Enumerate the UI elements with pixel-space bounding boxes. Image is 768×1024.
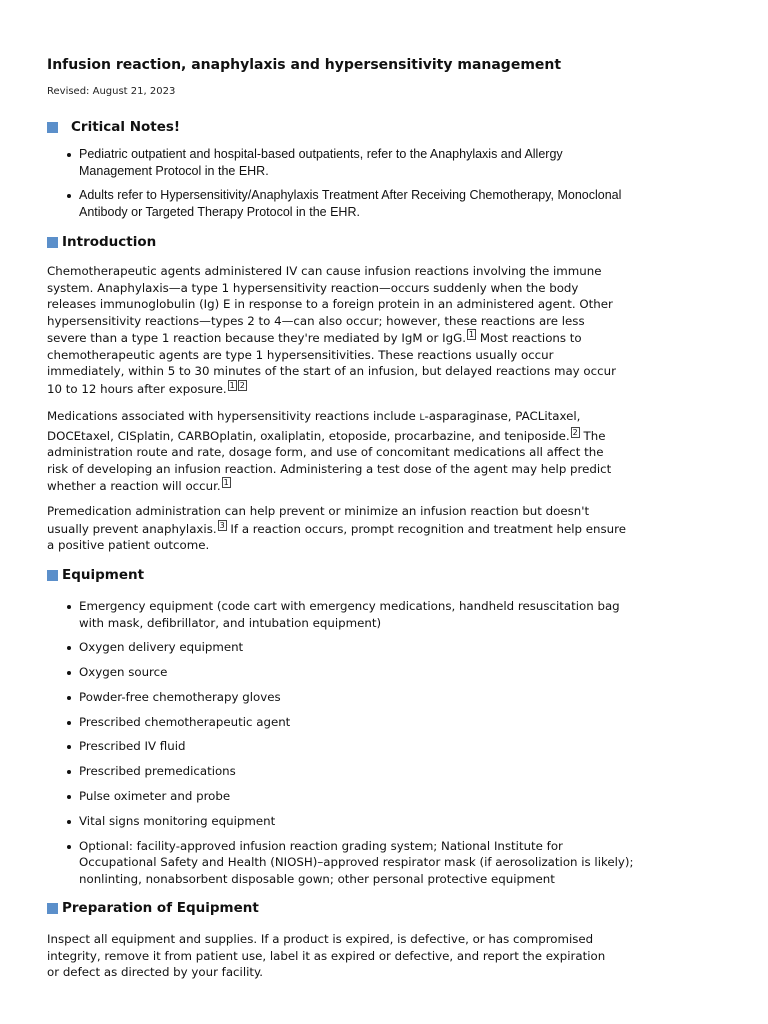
reference-link[interactable]: 1: [468, 330, 475, 340]
paragraph-text: The administration route and rate, dosage form, and use of concomitant medications all affect the risk of developing an infusion reaction. Administering a test dose of the agent may help predict whether a reaction will occur.: [47, 428, 612, 494]
introduction-heading: Introduction: [62, 234, 157, 250]
list-item: Oxygen source: [79, 664, 639, 681]
list-item: Prescribed IV fluid: [79, 738, 639, 755]
list-item: Emergency equipment (code cart with emergency medications, handheld resuscitation bag with mask, defibrillator, and intubation equipment): [79, 598, 639, 631]
page-title: Infusion reaction, anaphylaxis and hypersensitivity management: [47, 57, 562, 73]
reference-link[interactable]: 2: [239, 381, 245, 391]
intro-paragraph-1: [47, 263, 627, 398]
revised-date: Revised: August 21, 2023: [47, 86, 176, 97]
critical-notes-header: [47, 119, 180, 135]
list-item: Pediatric outpatient and hospital-based outpatients, refer to the Anaphylaxis and Allergy Management Protocol in the EHR.: [79, 146, 624, 179]
preparation-header: [47, 900, 259, 916]
reference-link[interactable]: 3: [219, 520, 225, 530]
introduction-header: [47, 234, 156, 250]
paragraph-text: Most reactions to chemotherapeutic agents are type 1 hypersensitivities. These reactions usually occur immediately, within 5 to 30 minutes of the start of an infusion, but delayed reactions may occur 10 to 12 hours after exposure.: [47, 331, 616, 396]
small-caps-letter: L: [419, 413, 425, 423]
section-marker-icon: [47, 903, 58, 914]
paragraph-text: Chemotherapeutic agents administered IV can cause infusion reactions involving the immune system. Anaphylaxis—a type 1 hypersensitivity reaction—occurs suddenly when the body releases immunoglobulin (Ig) E in response to a foreign protein in an administered agent. Other hypersensitivity reactions—types 2 to 4—can also occur; however, these reactions are less severe than a type 1 reaction because they're mediated by IgM or IgG.: [47, 264, 613, 346]
paragraph-text: If a reaction occurs, prompt recognition and treatment help ensure a positive patient outcome.: [47, 521, 626, 553]
equipment-heading: Equipment: [62, 567, 145, 583]
list-item: Oxygen delivery equipment: [79, 639, 639, 656]
paragraph-text: -asparaginase, PACLitaxel, DOCEtaxel, CISplatin, CARBOplatin, oxaliplatin, etoposide, procarbazine, and teniposide.: [47, 409, 581, 443]
reference-link[interactable]: 2: [572, 427, 578, 437]
section-marker-icon: [47, 570, 58, 581]
preparation-paragraph: Inspect all equipment and supplies. If a product is expired, is defective, or has compromised integrity, remove it from patient use, label it as expired or defective, and report the expiration or defect as directed by your facility.: [47, 932, 606, 980]
list-item: Prescribed premedications: [79, 763, 639, 780]
critical-notes-heading: Critical Notes!: [71, 119, 181, 135]
section-marker-icon: [47, 122, 58, 133]
list-item: Pulse oximeter and probe: [79, 788, 639, 805]
intro-paragraph-2: [47, 408, 627, 495]
list-item: Adults refer to Hypersensitivity/Anaphylaxis Treatment After Receiving Chemotherapy, Monoclonal Antibody or Targeted Therapy Protocol in the EHR.: [79, 187, 624, 220]
reference-link[interactable]: 1: [229, 381, 235, 391]
intro-paragraph-3: [47, 503, 627, 554]
list-item: Powder-free chemotherapy gloves: [79, 689, 639, 706]
critical-notes-list: [47, 146, 624, 228]
equipment-header: [47, 567, 144, 583]
reference-link[interactable]: 1: [223, 478, 229, 488]
section-marker-icon: [47, 237, 58, 248]
list-item: Optional: facility-approved infusion reaction grading system; National Institute for Occupational Safety and Health (NIOSH)–approved respirator mask (if aerosolization is likely); nonlinting, nonabsorbent disposable gown; other personal protective equipment: [79, 838, 639, 888]
paragraph-text: Premedication administration can help prevent or minimize an infusion reaction but doesn't usually prevent anaphylaxis.: [47, 504, 590, 536]
list-item: Prescribed chemotherapeutic agent: [79, 714, 639, 731]
paragraph-text: Medications associated with hypersensitivity reactions include: [47, 409, 420, 423]
preparation-heading: Preparation of Equipment: [62, 900, 259, 916]
equipment-list: [47, 598, 639, 895]
list-item: Vital signs monitoring equipment: [79, 813, 639, 830]
